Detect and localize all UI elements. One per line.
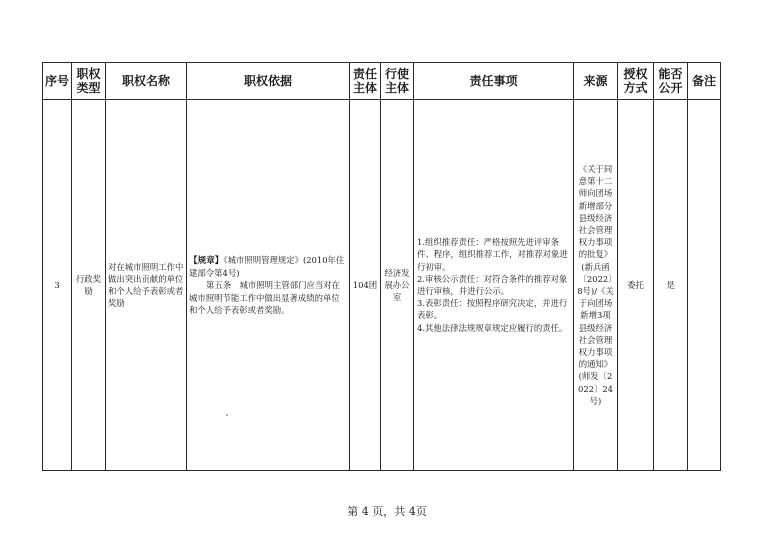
cell-remark — [688, 100, 721, 471]
header-basis: 职权依据 — [187, 63, 350, 100]
duty-item: 1.组织推荐责任：严格按照先进评审条件、程序，组织推荐工作，对推荐对象进行初审。 — [417, 237, 568, 272]
basis-article: 第五条 城市照明主管部门应当对在城市照明节能工作中做出显著成绩的单位和个人给予表彰或者奖励。 — [189, 280, 340, 315]
cell-public: 是 — [654, 100, 688, 471]
basis-tag: 【规章】 — [189, 255, 224, 266]
header-remark: 备注 — [688, 63, 721, 100]
duty-item: 2.审核公示责任：对符合条件的推荐对象进行审核，并进行公示。 — [417, 273, 568, 296]
cell-exec-subject: 经济发展办公室 — [381, 100, 414, 471]
authority-table — [42, 62, 721, 471]
header-duties: 责任事项 — [414, 63, 574, 100]
header-name: 职权名称 — [106, 63, 187, 100]
cell-type: 行政奖励 — [72, 100, 106, 471]
scan-speck — [226, 414, 228, 416]
duty-item: 4.其他法律法规规章规定应履行的责任。 — [417, 322, 568, 333]
header-seq: 序号 — [43, 63, 72, 100]
header-source: 来源 — [574, 63, 618, 100]
basis-doc: 《城市照明管理规定》(2010年住建部令第4号) — [189, 254, 345, 279]
table-row — [43, 100, 721, 471]
cell-duties — [414, 100, 574, 471]
cell-basis — [187, 100, 350, 471]
header-type: 职权类型 — [72, 63, 106, 100]
duty-item: 3.表彰责任：按照程序研究决定，并进行表彰。 — [417, 298, 568, 321]
cell-source: 《关于同意第十二师向团场新增部分县级经济社会管理权力事项的批复》(新兵函〔2022〕8号)/《关于向团场新增3项县级经济社会管理权力事项的通知》(师发〔2022〕24号) — [574, 100, 618, 471]
table-header-row — [43, 63, 721, 100]
cell-name: 对在城市照明工作中做出突出贡献的单位和个人给予表彰或者奖励 — [106, 100, 187, 471]
header-resp-subject: 责任主体 — [350, 63, 381, 100]
cell-seq: 3 — [43, 100, 72, 471]
header-auth-mode: 授权方式 — [618, 63, 654, 100]
header-public: 能否公开 — [654, 63, 688, 100]
header-exec-subject: 行使主体 — [381, 63, 414, 100]
page-footer: 第 4 页，共 4页 — [347, 505, 427, 518]
cell-auth-mode: 委托 — [618, 100, 654, 471]
basis-title — [189, 254, 345, 279]
cell-resp-subject: 104团 — [350, 100, 381, 471]
